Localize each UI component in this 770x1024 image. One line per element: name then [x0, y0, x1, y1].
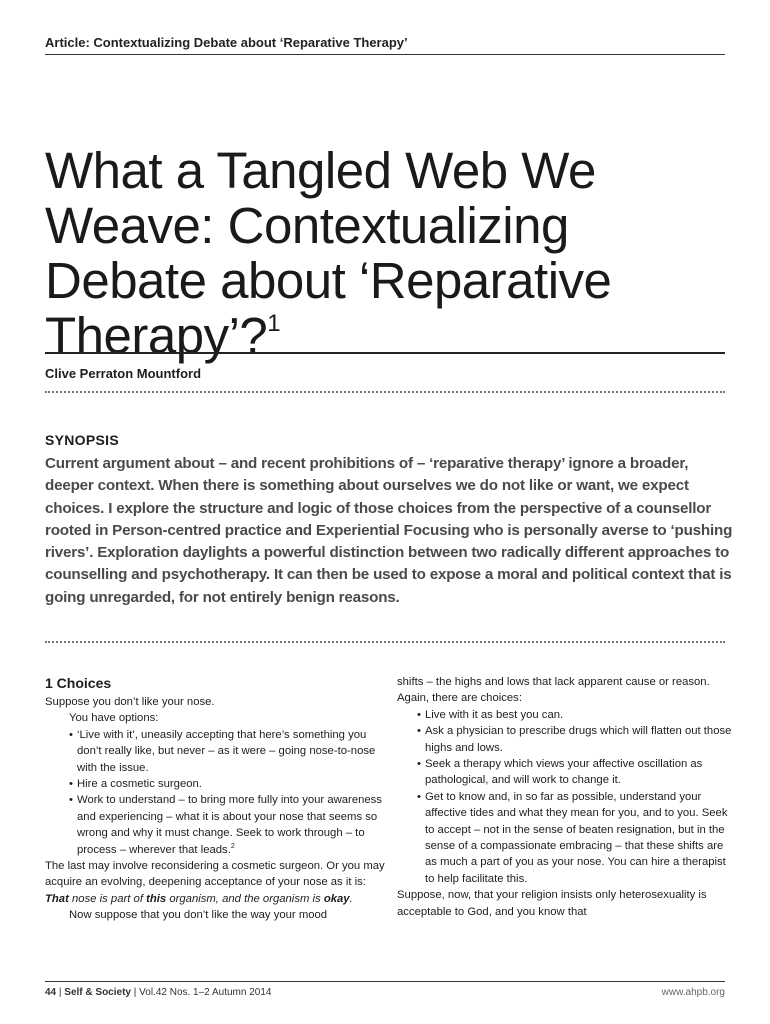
italic-text: nose is part of: [68, 892, 147, 905]
paragraph: You have options:: [69, 712, 159, 725]
body-column-left: [45, 674, 385, 924]
website-link[interactable]: www.ahpb.org: [661, 987, 725, 998]
article-title-text: What a Tangled Web We Weave: Contextualizing Debate about ‘Reparative Therapy’?: [45, 142, 612, 364]
footer-rule: [45, 981, 725, 982]
list-item: [69, 792, 385, 858]
emphasis: okay: [323, 892, 350, 905]
list-item: • Seek a therapy which views your affective oscillation as pathological, and will work to change it.: [417, 756, 737, 789]
page-number: 44: [45, 987, 57, 998]
paragraph: Now suppose that you don’t like the way your mood: [69, 909, 328, 922]
paragraph: [45, 858, 385, 907]
list-item: • Ask a physician to prescribe drugs which will flatten out those highs and lows.: [417, 723, 737, 756]
title-rule: [45, 352, 725, 354]
running-head: Article: Contextualizing Debate about ‘Reparative Therapy’: [45, 35, 408, 50]
header-rule: [45, 54, 725, 55]
emphasis: this: [146, 892, 167, 905]
author-name: Clive Perraton Mountford: [45, 366, 202, 381]
volume-info: Vol.42 Nos. 1–2 Autumn 2014: [139, 987, 272, 998]
dotted-divider: [45, 641, 725, 643]
dotted-divider: [45, 391, 725, 393]
paragraph: Suppose, now, that your religion insists only heterosexuality is acceptable to God, and you know that: [397, 889, 707, 918]
body-column-right: [397, 674, 737, 920]
paragraph: shifts – the highs and lows that lack apparent cause or reason.: [397, 676, 710, 688]
choices-list: [397, 707, 737, 887]
list-item-text: Work to understand – to bring more fully into your awareness and experiencing – what it is about your nose that seems so wrong and why it must change. Seek to work through – to process – wherever that leads.: [77, 794, 382, 856]
paragraph-text: The last may involve reconsidering a cosmetic surgeon. Or you may acquire an evolving, deepening acceptance of your nose as it is:: [45, 860, 385, 889]
options-list: [45, 727, 385, 858]
list-item: • Hire a cosmetic surgeon.: [69, 776, 385, 792]
italic-text: .: [349, 892, 353, 905]
list-item: • Get to know and, in so far as possible, understand your affective tides and what they mean for you, and to you. Seek to accept – not in the sense of beaten resignation, but in the sense of a compassionate embracing – that these shifts are as much a part of you as your nose. You can hire a therapist to help facilitate this.: [417, 789, 737, 887]
synopsis-text: Current argument about – and recent prohibitions of – ‘reparative therapy’ ignore a broader, deeper context. When there is something about ourselves we do not like or want, we expect choices. I explore the structure and logic of those choices from the perspective of a counsellor rooted in Person-centred practice and Experiential Focusing who is personally averse to ‘pushing rivers’. Exploration daylights a powerful distinction between two radically different approaches to counselling and psychotherapy. It can then be used to expose a moral and political context that is going unregarded, for not entirely benign reasons.: [45, 455, 733, 606]
italic-text: organism, and the organism is: [166, 892, 324, 905]
list-item: • Live with it as best you can.: [417, 707, 737, 723]
synopsis-heading: SYNOPSIS: [45, 432, 119, 448]
section-heading: 1 Choices: [45, 675, 112, 691]
footer-citation: 44 | Self & Society | Vol.42 Nos. 1–2 Autumn 2014: [45, 987, 272, 998]
list-item: • ‘Live with it’, uneasily accepting that here’s something you don’t really like, but never – as it were – going nose-to-nose with the issue.: [69, 727, 385, 776]
journal-name: Self & Society: [64, 987, 131, 998]
title-footnote-marker[interactable]: 1: [267, 310, 281, 337]
article-title: [45, 143, 735, 363]
emphasis: That: [45, 892, 69, 905]
footnote-marker[interactable]: 2: [230, 842, 235, 850]
paragraph: Suppose you don’t like your nose.: [45, 696, 215, 708]
paragraph: Again, there are choices:: [397, 692, 522, 705]
